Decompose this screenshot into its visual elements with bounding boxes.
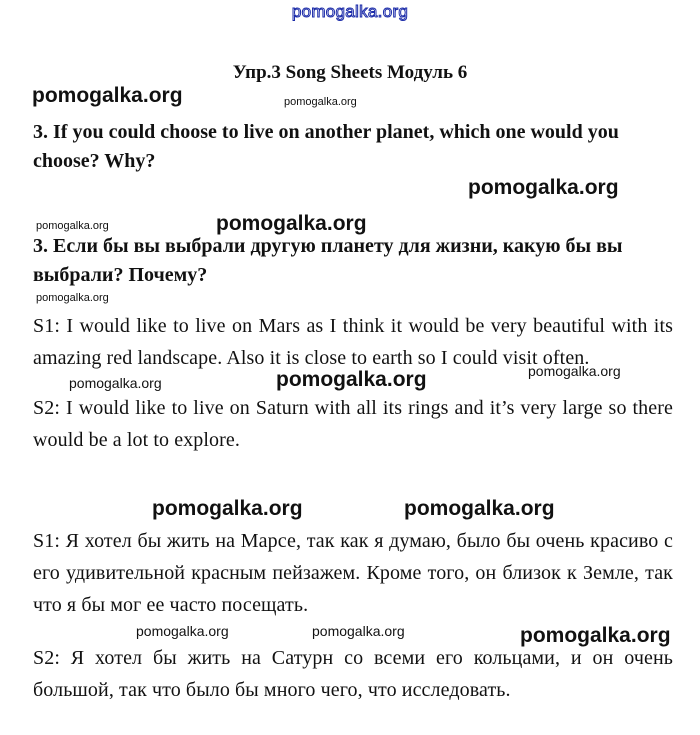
watermark: pomogalka.org (520, 624, 671, 647)
watermark: pomogalka.org (528, 363, 621, 379)
answer-russian-s1: S1: Я хотел бы жить на Марсе, так как я думаю, было бы очень красиво с его удивительной красным пейзажем. Кроме того, он близок к Земле, так что я бы мог ее часто посещать. (33, 530, 673, 616)
watermark: pomogalka.org (36, 292, 109, 304)
watermark: pomogalka.org (276, 368, 427, 391)
watermark: pomogalka.org (468, 176, 619, 199)
watermark: pomogalka.org (32, 84, 183, 107)
answer-english-s1: S1: I would like to live on Mars as I think it would be very beautiful with its amazing red landscape. Also it is close to earth so I could visit often. (33, 315, 673, 369)
answer-english-s2: S2: I would like to live on Saturn with all its rings and it’s very large so there would be a lot to explore. (33, 397, 673, 451)
watermark: pomogalka.org (216, 212, 367, 235)
header-watermark: pomogalka.org (291, 2, 409, 21)
question-russian: 3. Если бы вы выбрали другую планету для жизни, какую бы вы выбрали? Почему? (33, 235, 623, 286)
watermark: pomogalka.org (312, 623, 405, 639)
question-english: 3. If you could choose to live on another planet, which one would you choose? Why? (33, 121, 619, 172)
watermark: pomogalka.org (136, 623, 229, 639)
watermark: pomogalka.org (284, 96, 357, 108)
watermark: pomogalka.org (36, 220, 109, 232)
watermark: pomogalka.org (69, 375, 162, 391)
page-title: Упр.3 Song Sheets Модуль 6 (232, 62, 468, 83)
watermark: pomogalka.org (404, 497, 555, 520)
answer-russian-s2: S2: Я хотел бы жить на Сатурн со всеми его кольцами, и он очень большой, так что было бы много чего, что исследовать. (33, 647, 673, 701)
watermark: pomogalka.org (152, 497, 303, 520)
